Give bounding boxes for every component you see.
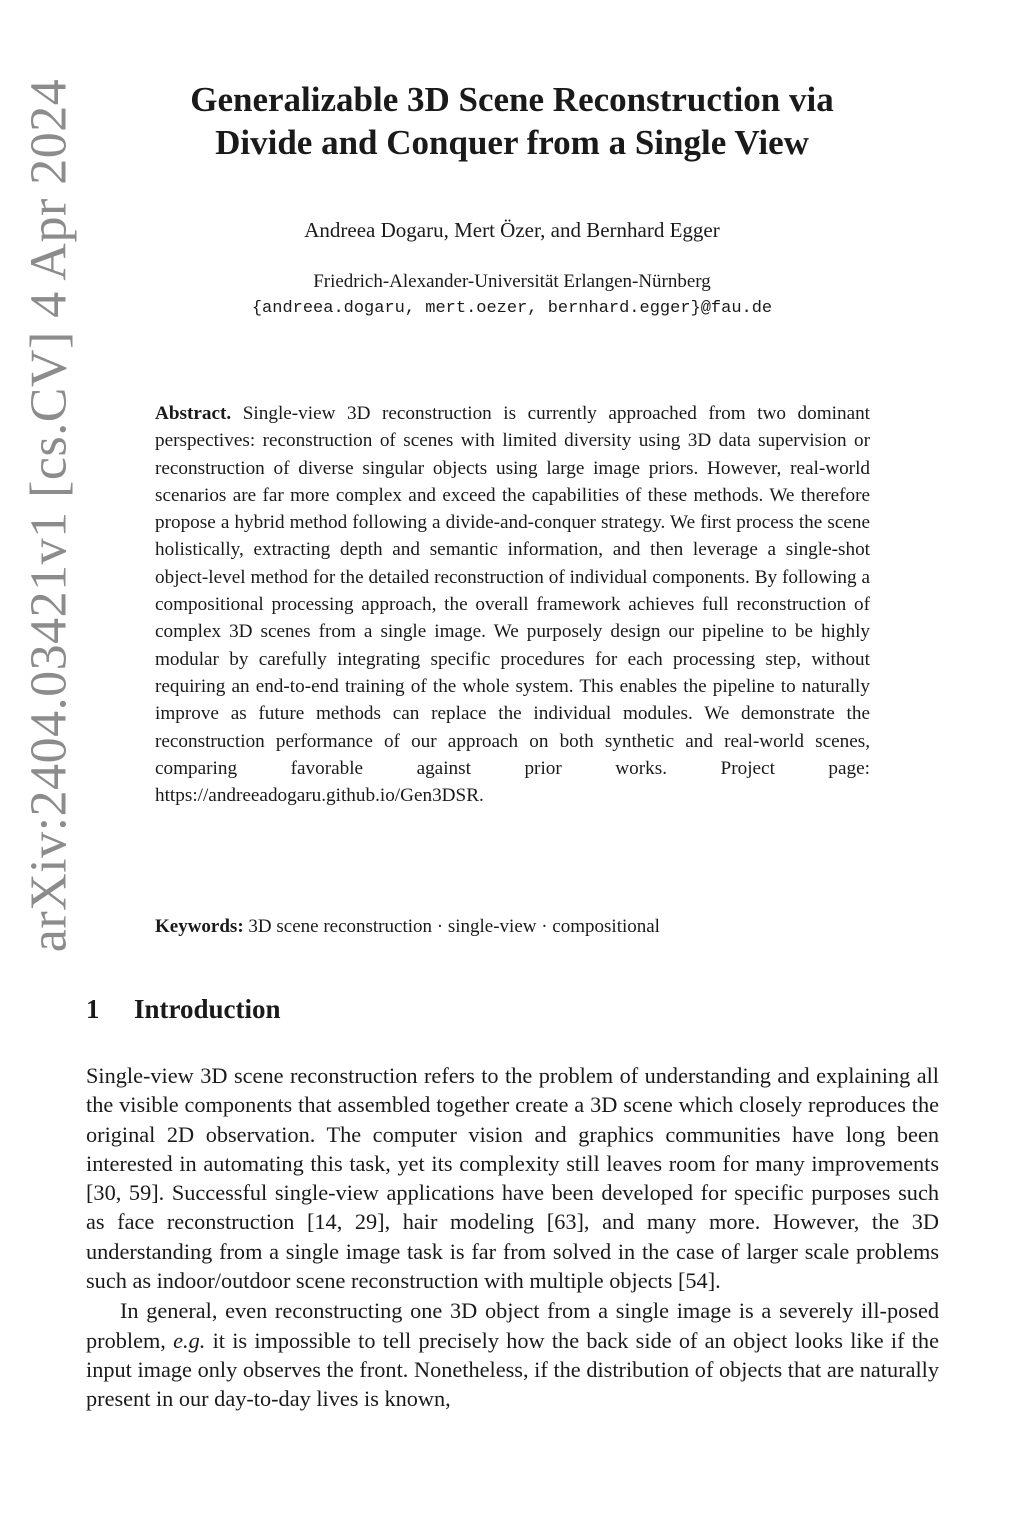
intro-p2-rest: it is impossible to tell precisely how the back side of an object looks like if the input image only observes the front. Nonetheless, if the distribution of objects that are naturally present in our day-to-day lives is known, (86, 1327, 939, 1412)
introduction-body (86, 1061, 939, 1414)
intro-p2-eg: e.g. (173, 1327, 206, 1353)
keywords-body: 3D scene reconstruction · single-view · compositional (248, 916, 660, 937)
keywords-label: Keywords: (155, 916, 244, 937)
abstract-label: Abstract. (155, 403, 232, 424)
title-line-1: Generalizable 3D Scene Reconstruction via (190, 80, 834, 119)
keywords (155, 916, 870, 938)
intro-p2-start: In general, even reconstructing one 3D object from a single image is a severely ill-posed problem, (86, 1298, 939, 1353)
section-title: Introduction (134, 994, 281, 1024)
paper-title (100, 78, 924, 164)
abstract-body: Single-view 3D reconstruction is currently approached from two dominant perspectives: reconstruction of scenes with limited diversity using 3D data supervision or reconstruction of diverse singular objects using large image priors. However, real-world scenarios are far more complex and exceed the capabilities of these methods. We therefore propose a hybrid method following a divide-and-conquer strategy. We first process the scene holistically, extracting depth and semantic information, and then leverage a single-shot object-level method for the detailed reconstruction of individual components. By following a compositional processing approach, the overall framework achieves full reconstruction of complex 3D scenes from a single image. We purposely design our pipeline to be highly modular by carefully integrating specific procedures for each processing step, without requiring an end-to-end training of the whole system. This enables the pipeline to naturally improve as future methods can replace the individual modules. We demonstrate the reconstruction performance of our approach on both synthetic and real-world scenes, comparing favorable against prior works. Project page: https://andreeadogaru.github.io/Gen3DSR. (155, 403, 871, 807)
author-list: Andreea Dogaru, Mert Özer, and Bernhard Egger (304, 218, 720, 242)
arxiv-identifier-stamp (18, 78, 80, 952)
intro-paragraph-1: Single-view 3D scene reconstruction refers to the problem of understanding and explaining all the visible components that assembled together create a 3D scene which closely reproduces the original 2D observation. The computer vision and graphics communities have long been interested in automating this task, yet its complexity still leaves room for many improvements [30, 59]. Successful single-view applications have been developed for specific purposes such as face reconstruction [14, 29], hair modeling [63], and many more. However, the 3D understanding from a single image task is far from solved in the case of larger scale problems such as indoor/outdoor scene reconstruction with multiple objects [54]. (86, 1063, 939, 1294)
section-heading-introduction (86, 994, 281, 1025)
title-line-2: Divide and Conquer from a Single View (215, 123, 809, 162)
abstract (155, 400, 870, 809)
section-number: 1 (86, 994, 100, 1024)
intro-paragraph-2 (86, 1296, 939, 1413)
affiliation: Friedrich-Alexander-Universität Erlangen-Nürnberg (313, 271, 711, 292)
author-emails: {andreea.dogaru, mert.oezer, bernhard.egger}@fau.de (251, 299, 773, 318)
arxiv-identifier-text: arXiv:2404.03421v1 [cs.CV] 4 Apr 2024 (20, 78, 78, 952)
